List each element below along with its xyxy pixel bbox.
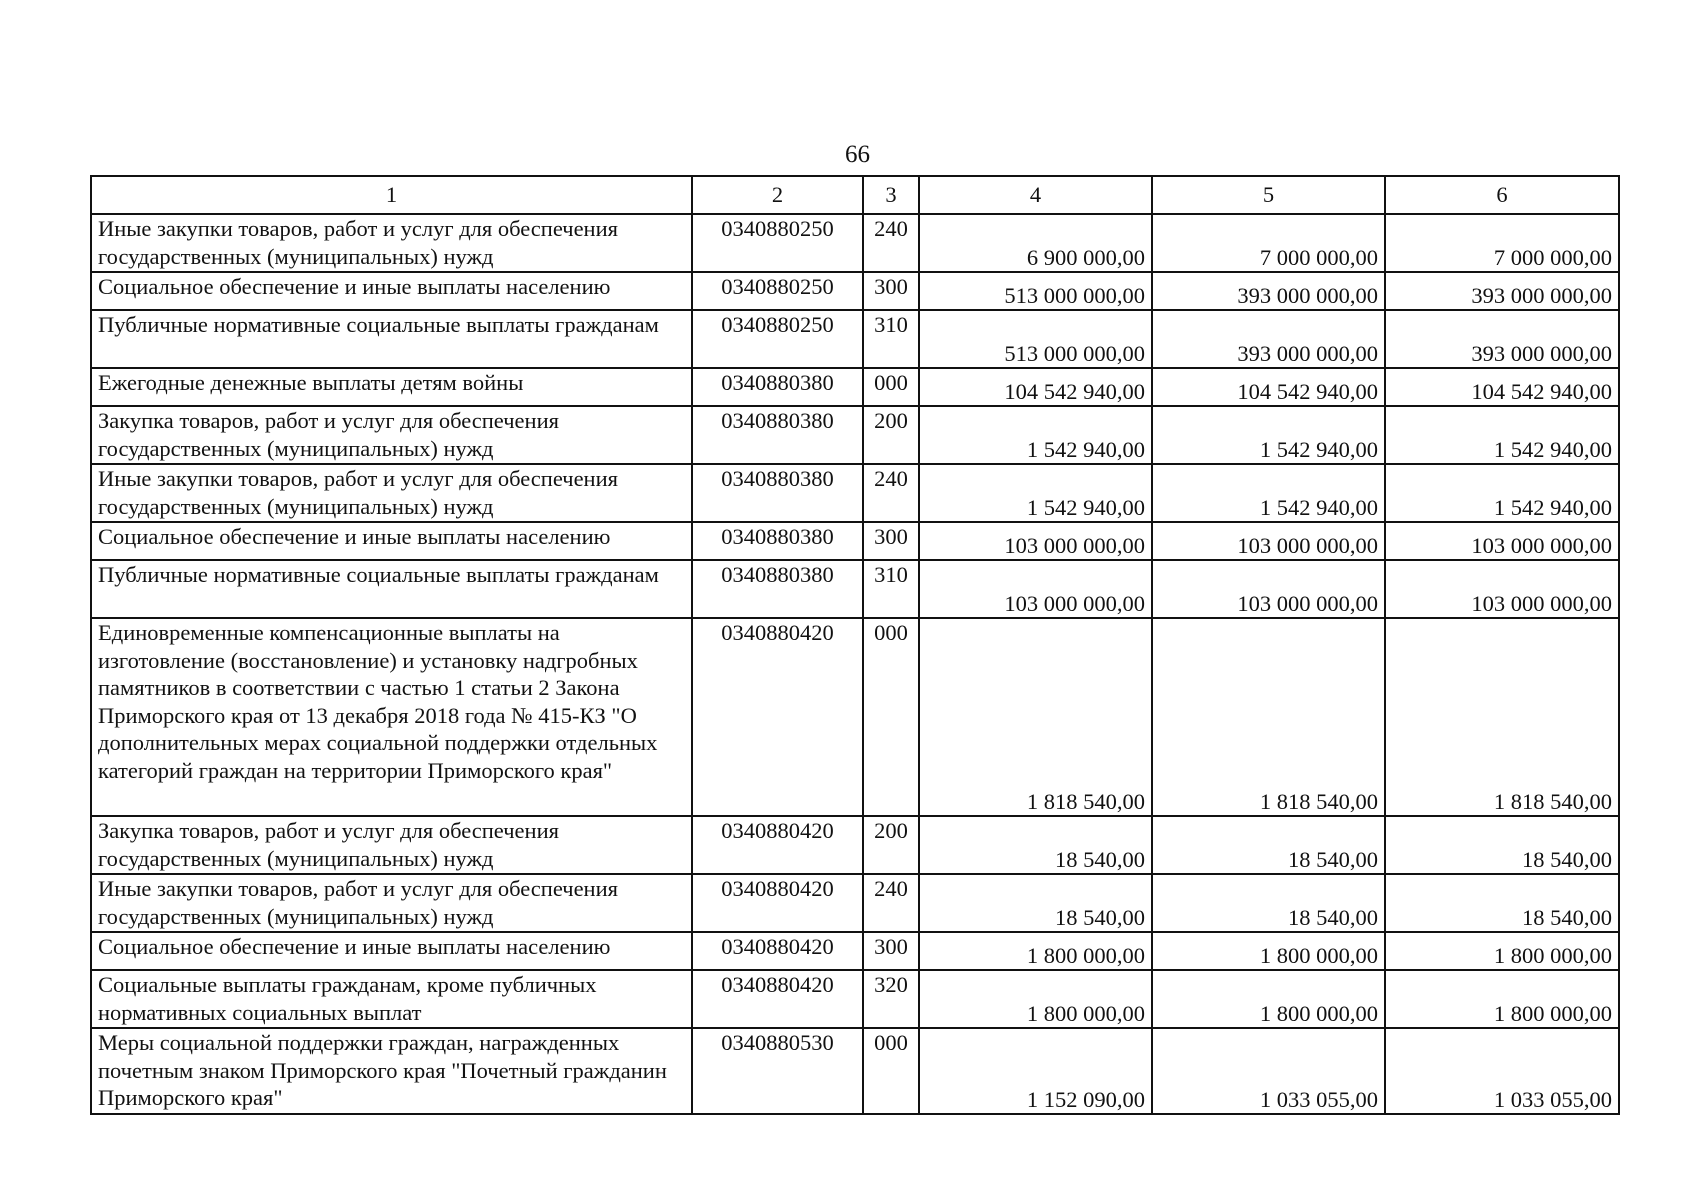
row-name: Социальное обеспечение и иные выплаты населению	[91, 932, 692, 970]
row-name: Иные закупки товаров, работ и услуг для обеспечения государственных (муниципальных) нужд	[91, 214, 692, 272]
row-type: 000	[863, 618, 919, 816]
page-number: 66	[845, 141, 870, 168]
amount-col-4: 1 800 000,00	[919, 970, 1152, 1028]
row-name: Единовременные компенсационные выплаты на изготовление (восстановление) и установку надгробных памятников в соответствии с частью 1 статьи 2 Закона Приморского края от 13 декабря 2018 года № 415-КЗ "О дополнительных мерах социальной поддержки отдельных категорий граждан на территории Приморского края"	[91, 618, 692, 816]
amount-col-6: 1 542 940,00	[1385, 464, 1619, 522]
amount-col-6: 7 000 000,00	[1385, 214, 1619, 272]
row-name: Социальное обеспечение и иные выплаты населению	[91, 272, 692, 310]
column-header: 3	[863, 176, 919, 214]
row-type: 310	[863, 310, 919, 368]
amount-col-5: 7 000 000,00	[1152, 214, 1385, 272]
row-type: 240	[863, 214, 919, 272]
table-row	[91, 272, 1619, 310]
row-code: 0340880420	[692, 874, 863, 932]
table-row	[91, 1028, 1619, 1114]
amount-col-5: 18 540,00	[1152, 874, 1385, 932]
amount-col-4: 513 000 000,00	[919, 310, 1152, 368]
row-name: Иные закупки товаров, работ и услуг для обеспечения государственных (муниципальных) нужд	[91, 464, 692, 522]
amount-col-4: 1 818 540,00	[919, 618, 1152, 816]
table-row	[91, 560, 1619, 618]
row-name: Меры социальной поддержки граждан, награжденных почетным знаком Приморского края "Почетный гражданин Приморского края"	[91, 1028, 692, 1114]
row-type: 200	[863, 816, 919, 874]
amount-col-5: 1 033 055,00	[1152, 1028, 1385, 1114]
column-header: 1	[91, 176, 692, 214]
row-code: 0340880250	[692, 310, 863, 368]
amount-col-5: 1 800 000,00	[1152, 932, 1385, 970]
amount-col-5: 103 000 000,00	[1152, 560, 1385, 618]
amount-col-6: 1 542 940,00	[1385, 406, 1619, 464]
amount-col-4: 1 542 940,00	[919, 406, 1152, 464]
row-code: 0340880380	[692, 522, 863, 560]
row-type: 310	[863, 560, 919, 618]
row-type: 240	[863, 874, 919, 932]
row-type: 320	[863, 970, 919, 1028]
amount-col-5: 103 000 000,00	[1152, 522, 1385, 560]
row-code: 0340880420	[692, 816, 863, 874]
column-header: 4	[919, 176, 1152, 214]
row-type: 240	[863, 464, 919, 522]
table-row	[91, 970, 1619, 1028]
column-header: 6	[1385, 176, 1619, 214]
row-name: Иные закупки товаров, работ и услуг для обеспечения государственных (муниципальных) нужд	[91, 874, 692, 932]
table-row	[91, 310, 1619, 368]
amount-col-4: 104 542 940,00	[919, 368, 1152, 406]
row-name: Социальное обеспечение и иные выплаты населению	[91, 522, 692, 560]
amount-col-4: 103 000 000,00	[919, 522, 1152, 560]
budget-table	[90, 175, 1620, 1115]
row-code: 0340880250	[692, 214, 863, 272]
column-header: 2	[692, 176, 863, 214]
amount-col-4: 103 000 000,00	[919, 560, 1152, 618]
amount-col-6: 104 542 940,00	[1385, 368, 1619, 406]
amount-col-6: 393 000 000,00	[1385, 310, 1619, 368]
amount-col-6: 103 000 000,00	[1385, 560, 1619, 618]
row-code: 0340880380	[692, 368, 863, 406]
row-code: 0340880420	[692, 618, 863, 816]
amount-col-4: 18 540,00	[919, 874, 1152, 932]
amount-col-6: 1 818 540,00	[1385, 618, 1619, 816]
row-type: 300	[863, 932, 919, 970]
row-name: Закупка товаров, работ и услуг для обеспечения государственных (муниципальных) нужд	[91, 816, 692, 874]
table-row	[91, 522, 1619, 560]
row-name: Закупка товаров, работ и услуг для обеспечения государственных (муниципальных) нужд	[91, 406, 692, 464]
amount-col-4: 1 542 940,00	[919, 464, 1152, 522]
amount-col-6: 103 000 000,00	[1385, 522, 1619, 560]
row-code: 0340880530	[692, 1028, 863, 1114]
amount-col-6: 18 540,00	[1385, 874, 1619, 932]
row-code: 0340880420	[692, 970, 863, 1028]
amount-col-5: 1 818 540,00	[1152, 618, 1385, 816]
table-row	[91, 932, 1619, 970]
row-type: 000	[863, 368, 919, 406]
table-row	[91, 406, 1619, 464]
amount-col-4: 6 900 000,00	[919, 214, 1152, 272]
amount-col-6: 18 540,00	[1385, 816, 1619, 874]
amount-col-5: 1 542 940,00	[1152, 464, 1385, 522]
header-row	[91, 176, 1619, 214]
row-code: 0340880420	[692, 932, 863, 970]
row-name: Публичные нормативные социальные выплаты гражданам	[91, 560, 692, 618]
amount-col-4: 1 152 090,00	[919, 1028, 1152, 1114]
amount-col-5: 18 540,00	[1152, 816, 1385, 874]
amount-col-5: 104 542 940,00	[1152, 368, 1385, 406]
amount-col-5: 393 000 000,00	[1152, 272, 1385, 310]
row-name: Социальные выплаты гражданам, кроме публичных нормативных социальных выплат	[91, 970, 692, 1028]
amount-col-6: 1 800 000,00	[1385, 970, 1619, 1028]
table-row	[91, 618, 1619, 816]
amount-col-6: 1 800 000,00	[1385, 932, 1619, 970]
row-type: 000	[863, 1028, 919, 1114]
row-name: Ежегодные денежные выплаты детям войны	[91, 368, 692, 406]
row-type: 300	[863, 272, 919, 310]
amount-col-6: 1 033 055,00	[1385, 1028, 1619, 1114]
table-row	[91, 464, 1619, 522]
row-code: 0340880250	[692, 272, 863, 310]
amount-col-4: 1 800 000,00	[919, 932, 1152, 970]
amount-col-4: 18 540,00	[919, 816, 1152, 874]
row-type: 200	[863, 406, 919, 464]
row-name: Публичные нормативные социальные выплаты гражданам	[91, 310, 692, 368]
column-header: 5	[1152, 176, 1385, 214]
amount-col-5: 393 000 000,00	[1152, 310, 1385, 368]
amount-col-6: 393 000 000,00	[1385, 272, 1619, 310]
amount-col-4: 513 000 000,00	[919, 272, 1152, 310]
table-row	[91, 816, 1619, 874]
table-row	[91, 214, 1619, 272]
row-code: 0340880380	[692, 560, 863, 618]
table-row	[91, 874, 1619, 932]
row-code: 0340880380	[692, 464, 863, 522]
row-code: 0340880380	[692, 406, 863, 464]
table-row	[91, 368, 1619, 406]
row-type: 300	[863, 522, 919, 560]
amount-col-5: 1 542 940,00	[1152, 406, 1385, 464]
amount-col-5: 1 800 000,00	[1152, 970, 1385, 1028]
